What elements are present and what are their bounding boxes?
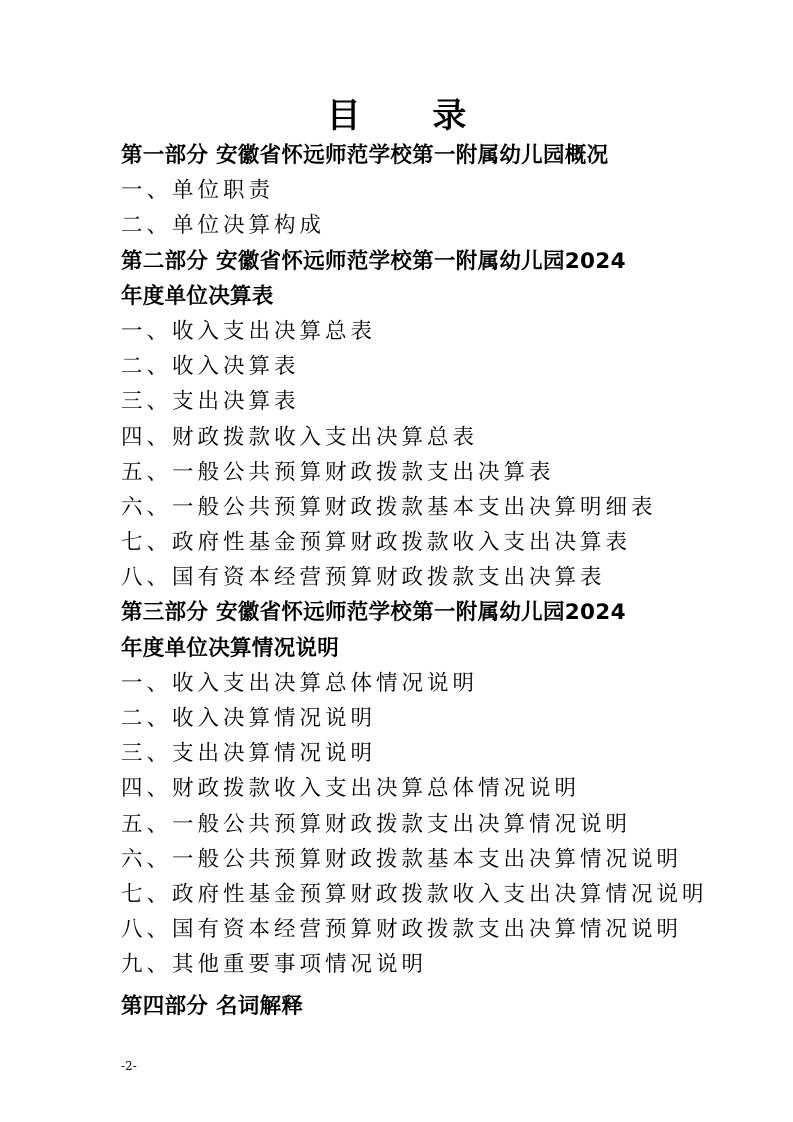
toc-part-heading-continued: 年度单位决算表 [121,283,274,309]
toc-item: 八、国有资本经营预算财政拨款支出决算情况说明 [121,917,683,943]
toc-part-heading-continued: 年度单位决算情况说明 [121,635,340,661]
page-number: -2- [121,1059,137,1073]
toc-item: 八、国有资本经营预算财政拨款支出决算表 [121,565,606,591]
toc-part-heading: 第二部分 安徽省怀远师范学校第一附属幼儿园2024 [121,248,626,274]
toc-item: 五、一般公共预算财政拨款支出决算情况说明 [121,811,632,837]
toc-item: 六、一般公共预算财政拨款基本支出决算明细表 [121,494,657,520]
toc-part-heading: 第一部分 安徽省怀远师范学校第一附属幼儿园概况 [121,143,609,168]
toc-item: 七、政府性基金预算财政拨款收入支出决算表 [121,530,632,556]
table-of-contents [121,138,741,1024]
toc-item: 二、收入决算表 [121,354,300,380]
toc-item: 五、一般公共预算财政拨款支出决算表 [121,459,555,485]
toc-item: 三、支出决算表 [121,389,300,415]
toc-part-heading: 第三部分 安徽省怀远师范学校第一附属幼儿园2024 [121,600,626,626]
toc-item: 一、单位职责 [121,178,275,204]
page-title: 目 录 [326,96,497,136]
toc-item: 九、其他重要事项情况说明 [121,952,428,978]
toc-item: 一、收入支出决算总体情况说明 [121,670,479,696]
toc-item: 三、支出决算情况说明 [121,741,377,767]
toc-item: 四、财政拨款收入支出决算总表 [121,424,479,450]
toc-item: 一、收入支出决算总表 [121,318,377,344]
toc-item: 四、财政拨款收入支出决算总体情况说明 [121,776,581,802]
toc-item: 七、政府性基金预算财政拨款收入支出决算情况说明 [121,881,708,907]
toc-item: 六、一般公共预算财政拨款基本支出决算情况说明 [121,846,683,872]
toc-part-heading: 第四部分 名词解释 [121,993,304,1019]
toc-item: 二、收入决算情况说明 [121,706,377,731]
toc-item: 二、单位决算构成 [121,213,326,239]
